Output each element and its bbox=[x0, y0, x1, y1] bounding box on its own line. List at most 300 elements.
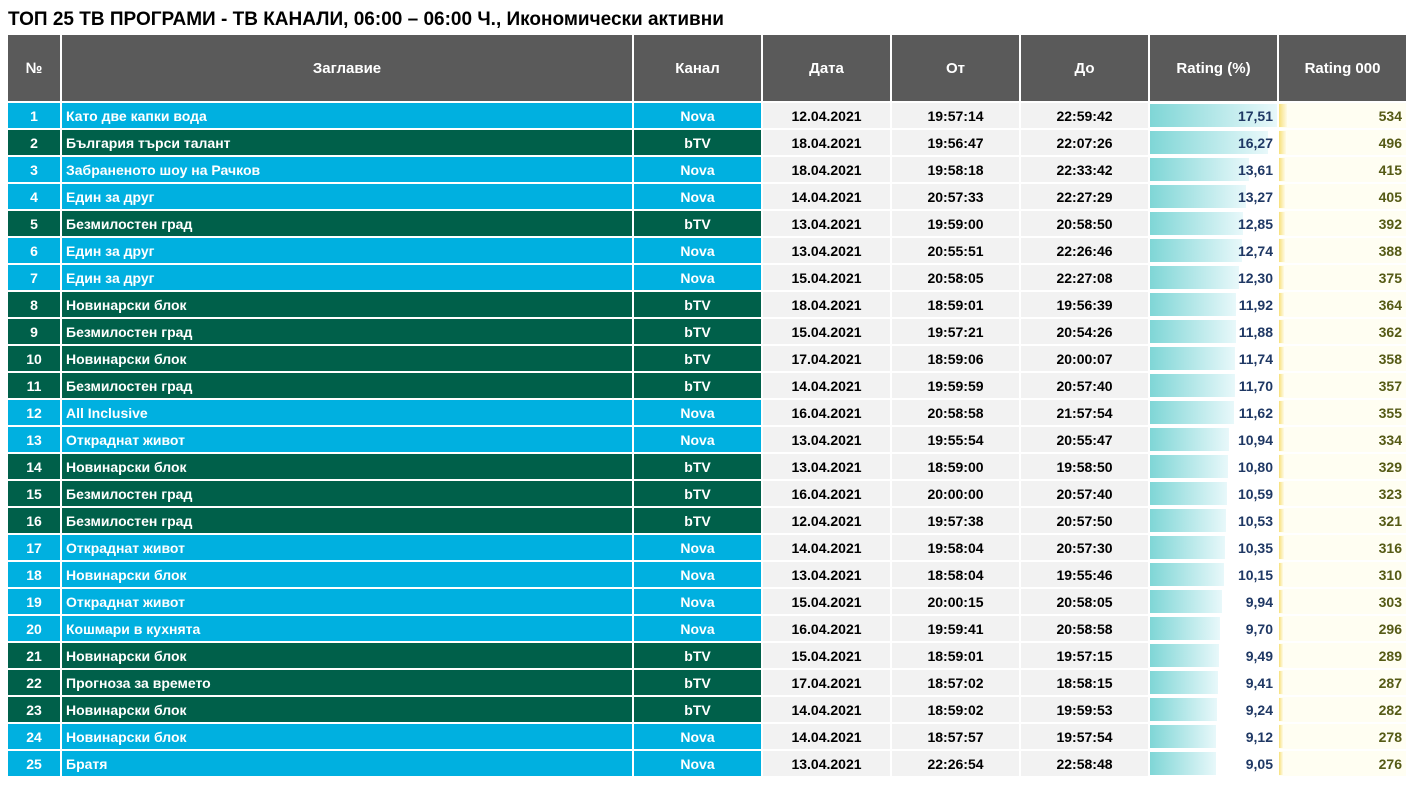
row-number: 2 bbox=[8, 130, 60, 157]
rating-pct-cell bbox=[1150, 589, 1277, 616]
table-row bbox=[8, 346, 1406, 373]
channel-cell: Nova bbox=[634, 400, 761, 427]
channel-cell: bTV bbox=[634, 292, 761, 319]
table-row bbox=[8, 373, 1406, 400]
rating-000-value: 392 bbox=[1378, 215, 1402, 232]
start-time-cell: 19:58:18 bbox=[892, 157, 1019, 184]
row-number: 23 bbox=[8, 697, 60, 724]
start-time-cell: 19:58:04 bbox=[892, 535, 1019, 562]
start-time-cell: 18:57:57 bbox=[892, 724, 1019, 751]
program-title: All Inclusive bbox=[62, 400, 632, 427]
channel-cell: Nova bbox=[634, 589, 761, 616]
rating-000-value: 276 bbox=[1378, 755, 1402, 772]
start-time-cell: 20:58:05 bbox=[892, 265, 1019, 292]
table-row bbox=[8, 184, 1406, 211]
rating-pct-value: 10,80 bbox=[1237, 458, 1273, 475]
rating-000-databar bbox=[1279, 266, 1284, 289]
date-cell: 17.04.2021 bbox=[763, 670, 890, 697]
end-time-cell: 19:55:46 bbox=[1021, 562, 1148, 589]
rating-000-value: 310 bbox=[1378, 566, 1402, 583]
row-number: 3 bbox=[8, 157, 60, 184]
rating-000-cell bbox=[1279, 211, 1406, 238]
start-time-cell: 20:00:15 bbox=[892, 589, 1019, 616]
rating-pct-databar bbox=[1150, 671, 1218, 694]
rating-pct-cell bbox=[1150, 481, 1277, 508]
rating-pct-databar bbox=[1150, 293, 1236, 316]
rating-pct-databar bbox=[1150, 401, 1234, 424]
rating-000-databar bbox=[1279, 320, 1284, 343]
end-time-cell: 19:59:53 bbox=[1021, 697, 1148, 724]
rating-pct-cell bbox=[1150, 103, 1277, 130]
header-row bbox=[8, 35, 1406, 103]
date-cell: 15.04.2021 bbox=[763, 589, 890, 616]
program-title: Един за друг bbox=[62, 238, 632, 265]
header-date: Дата bbox=[763, 35, 890, 103]
rating-pct-databar bbox=[1150, 455, 1228, 478]
date-cell: 16.04.2021 bbox=[763, 400, 890, 427]
rating-pct-cell bbox=[1150, 751, 1277, 778]
rating-pct-value: 10,59 bbox=[1237, 485, 1273, 502]
end-time-cell: 20:57:50 bbox=[1021, 508, 1148, 535]
rating-000-databar bbox=[1279, 563, 1283, 586]
rating-pct-value: 11,92 bbox=[1238, 296, 1273, 313]
row-number: 12 bbox=[8, 400, 60, 427]
program-title: Новинарски блок bbox=[62, 292, 632, 319]
rating-pct-value: 9,05 bbox=[1245, 755, 1273, 772]
rating-pct-cell bbox=[1150, 454, 1277, 481]
rating-000-cell bbox=[1279, 427, 1406, 454]
table-row bbox=[8, 589, 1406, 616]
rating-pct-value: 13,61 bbox=[1237, 161, 1273, 178]
rating-000-databar bbox=[1279, 455, 1284, 478]
rating-pct-databar bbox=[1150, 698, 1217, 721]
page-title: ТОП 25 ТВ ПРОГРАМИ - ТВ КАНАЛИ, 06:00 – 06:00 Ч., Икономически активни bbox=[8, 9, 724, 30]
date-cell: 13.04.2021 bbox=[763, 562, 890, 589]
rating-pct-cell bbox=[1150, 184, 1277, 211]
rating-pct-cell bbox=[1150, 238, 1277, 265]
rating-pct-cell bbox=[1150, 724, 1277, 751]
end-time-cell: 20:54:26 bbox=[1021, 319, 1148, 346]
row-number: 4 bbox=[8, 184, 60, 211]
rating-000-databar bbox=[1279, 536, 1284, 559]
channel-cell: Nova bbox=[634, 535, 761, 562]
program-title: Откраднат живот bbox=[62, 535, 632, 562]
start-time-cell: 18:58:04 bbox=[892, 562, 1019, 589]
date-cell: 13.04.2021 bbox=[763, 211, 890, 238]
channel-cell: bTV bbox=[634, 130, 761, 157]
rating-000-cell bbox=[1279, 670, 1406, 697]
rating-000-databar bbox=[1279, 401, 1284, 424]
channel-cell: Nova bbox=[634, 616, 761, 643]
end-time-cell: 22:27:08 bbox=[1021, 265, 1148, 292]
table-row bbox=[8, 238, 1406, 265]
rating-000-cell bbox=[1279, 346, 1406, 373]
rating-000-value: 358 bbox=[1378, 350, 1402, 367]
channel-cell: Nova bbox=[634, 265, 761, 292]
rating-pct-cell bbox=[1150, 535, 1277, 562]
row-number: 16 bbox=[8, 508, 60, 535]
channel-cell: bTV bbox=[634, 211, 761, 238]
channel-cell: Nova bbox=[634, 103, 761, 130]
end-time-cell: 20:57:40 bbox=[1021, 373, 1148, 400]
rating-pct-databar bbox=[1150, 320, 1236, 343]
rating-pct-cell bbox=[1150, 346, 1277, 373]
rating-000-databar bbox=[1279, 752, 1283, 775]
table-row bbox=[8, 751, 1406, 778]
rating-000-databar bbox=[1279, 212, 1285, 235]
row-number: 10 bbox=[8, 346, 60, 373]
date-cell: 14.04.2021 bbox=[763, 697, 890, 724]
program-title: Като две капки вода bbox=[62, 103, 632, 130]
rating-pct-databar bbox=[1150, 185, 1246, 208]
rating-000-cell bbox=[1279, 724, 1406, 751]
rating-pct-databar bbox=[1150, 536, 1225, 559]
rating-pct-databar bbox=[1150, 725, 1216, 748]
rating-pct-cell bbox=[1150, 427, 1277, 454]
end-time-cell: 20:00:07 bbox=[1021, 346, 1148, 373]
start-time-cell: 19:57:38 bbox=[892, 508, 1019, 535]
rating-pct-databar bbox=[1150, 239, 1242, 262]
rating-pct-databar bbox=[1150, 428, 1229, 451]
table-row bbox=[8, 508, 1406, 535]
rating-000-cell bbox=[1279, 508, 1406, 535]
rating-000-databar bbox=[1279, 293, 1284, 316]
channel-cell: bTV bbox=[634, 454, 761, 481]
end-time-cell: 22:58:48 bbox=[1021, 751, 1148, 778]
end-time-cell: 19:58:50 bbox=[1021, 454, 1148, 481]
start-time-cell: 19:59:59 bbox=[892, 373, 1019, 400]
row-number: 22 bbox=[8, 670, 60, 697]
program-title: Новинарски блок bbox=[62, 697, 632, 724]
rating-000-cell bbox=[1279, 103, 1406, 130]
rating-pct-databar bbox=[1150, 617, 1220, 640]
date-cell: 15.04.2021 bbox=[763, 265, 890, 292]
header-rating-pct: Rating (%) bbox=[1150, 35, 1277, 103]
start-time-cell: 19:59:00 bbox=[892, 211, 1019, 238]
end-time-cell: 19:56:39 bbox=[1021, 292, 1148, 319]
rating-000-cell bbox=[1279, 535, 1406, 562]
end-time-cell: 22:33:42 bbox=[1021, 157, 1148, 184]
start-time-cell: 19:55:54 bbox=[892, 427, 1019, 454]
program-title: Откраднат живот bbox=[62, 427, 632, 454]
program-title: Забраненото шоу на Рачков bbox=[62, 157, 632, 184]
rating-pct-value: 9,70 bbox=[1245, 620, 1273, 637]
row-number: 5 bbox=[8, 211, 60, 238]
table-row bbox=[8, 265, 1406, 292]
start-time-cell: 18:59:01 bbox=[892, 292, 1019, 319]
start-time-cell: 22:26:54 bbox=[892, 751, 1019, 778]
program-title: Един за друг bbox=[62, 265, 632, 292]
rating-000-databar bbox=[1279, 428, 1284, 451]
rating-pct-cell bbox=[1150, 562, 1277, 589]
rating-pct-cell bbox=[1150, 697, 1277, 724]
rating-pct-cell bbox=[1150, 508, 1277, 535]
date-cell: 15.04.2021 bbox=[763, 319, 890, 346]
rating-pct-cell bbox=[1150, 292, 1277, 319]
rating-000-cell bbox=[1279, 697, 1406, 724]
start-time-cell: 19:59:41 bbox=[892, 616, 1019, 643]
rating-000-databar bbox=[1279, 590, 1283, 613]
row-number: 18 bbox=[8, 562, 60, 589]
program-title: България търси талант bbox=[62, 130, 632, 157]
rating-pct-databar bbox=[1150, 266, 1239, 289]
end-time-cell: 20:58:58 bbox=[1021, 616, 1148, 643]
rating-pct-databar bbox=[1150, 158, 1249, 181]
rating-000-cell bbox=[1279, 751, 1406, 778]
start-time-cell: 20:55:51 bbox=[892, 238, 1019, 265]
rating-000-cell bbox=[1279, 373, 1406, 400]
rating-000-cell bbox=[1279, 616, 1406, 643]
rating-000-databar bbox=[1279, 185, 1285, 208]
rating-000-value: 496 bbox=[1378, 134, 1402, 151]
rating-pct-value: 10,53 bbox=[1237, 512, 1273, 529]
rating-000-cell bbox=[1279, 130, 1406, 157]
rating-000-value: 375 bbox=[1378, 269, 1402, 286]
rating-000-value: 362 bbox=[1378, 323, 1402, 340]
rating-pct-cell bbox=[1150, 616, 1277, 643]
rating-pct-databar bbox=[1150, 509, 1226, 532]
table-row bbox=[8, 103, 1406, 130]
table-row bbox=[8, 481, 1406, 508]
rating-000-databar bbox=[1279, 104, 1287, 127]
row-number: 13 bbox=[8, 427, 60, 454]
start-time-cell: 19:57:21 bbox=[892, 319, 1019, 346]
rating-pct-cell bbox=[1150, 157, 1277, 184]
row-number: 7 bbox=[8, 265, 60, 292]
rating-000-cell bbox=[1279, 562, 1406, 589]
rating-000-value: 405 bbox=[1378, 188, 1402, 205]
channel-cell: bTV bbox=[634, 346, 761, 373]
program-title: Безмилостен град bbox=[62, 481, 632, 508]
rating-pct-value: 11,70 bbox=[1238, 377, 1273, 394]
rating-pct-databar bbox=[1150, 212, 1243, 235]
table-body bbox=[8, 103, 1406, 778]
rating-pct-value: 10,15 bbox=[1237, 566, 1273, 583]
rating-000-databar bbox=[1279, 347, 1284, 370]
rating-000-databar bbox=[1279, 698, 1283, 721]
rating-pct-cell bbox=[1150, 319, 1277, 346]
rating-pct-databar bbox=[1150, 374, 1235, 397]
table-row bbox=[8, 724, 1406, 751]
rating-pct-cell bbox=[1150, 400, 1277, 427]
date-cell: 14.04.2021 bbox=[763, 724, 890, 751]
program-title: Кошмари в кухнята bbox=[62, 616, 632, 643]
table-row bbox=[8, 697, 1406, 724]
rating-000-value: 278 bbox=[1378, 728, 1402, 745]
start-time-cell: 18:59:01 bbox=[892, 643, 1019, 670]
rating-pct-databar bbox=[1150, 563, 1224, 586]
date-cell: 16.04.2021 bbox=[763, 616, 890, 643]
rating-pct-value: 9,41 bbox=[1245, 674, 1273, 691]
row-number: 21 bbox=[8, 643, 60, 670]
date-cell: 16.04.2021 bbox=[763, 481, 890, 508]
row-number: 24 bbox=[8, 724, 60, 751]
program-title: Безмилостен град bbox=[62, 508, 632, 535]
date-cell: 13.04.2021 bbox=[763, 427, 890, 454]
rating-000-value: 296 bbox=[1378, 620, 1402, 637]
start-time-cell: 19:57:14 bbox=[892, 103, 1019, 130]
row-number: 9 bbox=[8, 319, 60, 346]
ratings-table bbox=[6, 35, 1408, 778]
date-cell: 13.04.2021 bbox=[763, 454, 890, 481]
program-title: Новинарски блок bbox=[62, 562, 632, 589]
table-row bbox=[8, 454, 1406, 481]
rating-pct-value: 9,94 bbox=[1245, 593, 1273, 610]
table-row bbox=[8, 319, 1406, 346]
date-cell: 14.04.2021 bbox=[763, 184, 890, 211]
end-time-cell: 20:57:30 bbox=[1021, 535, 1148, 562]
row-number: 6 bbox=[8, 238, 60, 265]
rating-pct-value: 12,85 bbox=[1237, 215, 1273, 232]
table-row bbox=[8, 562, 1406, 589]
rating-000-databar bbox=[1279, 374, 1284, 397]
rating-pct-value: 13,27 bbox=[1237, 188, 1273, 205]
end-time-cell: 22:07:26 bbox=[1021, 130, 1148, 157]
channel-cell: bTV bbox=[634, 373, 761, 400]
channel-cell: bTV bbox=[634, 319, 761, 346]
program-title: Откраднат живот bbox=[62, 589, 632, 616]
row-number: 19 bbox=[8, 589, 60, 616]
rating-000-value: 287 bbox=[1378, 674, 1402, 691]
rating-000-databar bbox=[1279, 509, 1284, 532]
rating-000-value: 289 bbox=[1378, 647, 1402, 664]
program-title: Прогноза за времето bbox=[62, 670, 632, 697]
program-title: Новинарски блок bbox=[62, 454, 632, 481]
start-time-cell: 20:57:33 bbox=[892, 184, 1019, 211]
rating-000-cell bbox=[1279, 184, 1406, 211]
channel-cell: Nova bbox=[634, 562, 761, 589]
rating-000-cell bbox=[1279, 400, 1406, 427]
date-cell: 18.04.2021 bbox=[763, 157, 890, 184]
date-cell: 17.04.2021 bbox=[763, 346, 890, 373]
program-title: Новинарски блок bbox=[62, 643, 632, 670]
rating-pct-cell bbox=[1150, 130, 1277, 157]
rating-000-databar bbox=[1279, 482, 1284, 505]
table-row bbox=[8, 616, 1406, 643]
table-row bbox=[8, 643, 1406, 670]
table-row bbox=[8, 427, 1406, 454]
rating-pct-databar bbox=[1150, 482, 1227, 505]
date-cell: 18.04.2021 bbox=[763, 130, 890, 157]
channel-cell: Nova bbox=[634, 157, 761, 184]
date-cell: 12.04.2021 bbox=[763, 508, 890, 535]
rating-pct-value: 9,12 bbox=[1245, 728, 1273, 745]
table-row bbox=[8, 670, 1406, 697]
channel-cell: bTV bbox=[634, 697, 761, 724]
row-number: 8 bbox=[8, 292, 60, 319]
rating-pct-cell bbox=[1150, 373, 1277, 400]
row-number: 20 bbox=[8, 616, 60, 643]
program-title: Братя bbox=[62, 751, 632, 778]
rating-000-cell bbox=[1279, 589, 1406, 616]
rating-pct-databar bbox=[1150, 590, 1222, 613]
rating-000-databar bbox=[1279, 644, 1283, 667]
row-number: 25 bbox=[8, 751, 60, 778]
rating-000-databar bbox=[1279, 131, 1286, 154]
rating-000-value: 334 bbox=[1378, 431, 1402, 448]
end-time-cell: 20:58:05 bbox=[1021, 589, 1148, 616]
channel-cell: bTV bbox=[634, 508, 761, 535]
channel-cell: bTV bbox=[634, 643, 761, 670]
table-row bbox=[8, 400, 1406, 427]
rating-000-databar bbox=[1279, 239, 1285, 262]
program-title: Новинарски блок bbox=[62, 346, 632, 373]
row-number: 14 bbox=[8, 454, 60, 481]
rating-000-value: 329 bbox=[1378, 458, 1402, 475]
row-number: 15 bbox=[8, 481, 60, 508]
channel-cell: bTV bbox=[634, 481, 761, 508]
program-title: Безмилостен град bbox=[62, 373, 632, 400]
header-title: Заглавие bbox=[62, 35, 632, 103]
end-time-cell: 21:57:54 bbox=[1021, 400, 1148, 427]
rating-000-value: 303 bbox=[1378, 593, 1402, 610]
header-num: № bbox=[8, 35, 60, 103]
table-row bbox=[8, 211, 1406, 238]
program-title: Безмилостен град bbox=[62, 319, 632, 346]
end-time-cell: 20:58:50 bbox=[1021, 211, 1148, 238]
channel-cell: Nova bbox=[634, 184, 761, 211]
end-time-cell: 20:57:40 bbox=[1021, 481, 1148, 508]
rating-000-value: 357 bbox=[1378, 377, 1402, 394]
date-cell: 18.04.2021 bbox=[763, 292, 890, 319]
rating-000-cell bbox=[1279, 319, 1406, 346]
rating-pct-value: 17,51 bbox=[1237, 107, 1273, 124]
end-time-cell: 19:57:15 bbox=[1021, 643, 1148, 670]
table-row bbox=[8, 130, 1406, 157]
rating-000-value: 364 bbox=[1378, 296, 1402, 313]
rating-000-value: 321 bbox=[1378, 512, 1402, 529]
table-row bbox=[8, 292, 1406, 319]
date-cell: 14.04.2021 bbox=[763, 373, 890, 400]
header-to: До bbox=[1021, 35, 1148, 103]
row-number: 11 bbox=[8, 373, 60, 400]
channel-cell: bTV bbox=[634, 670, 761, 697]
rating-pct-cell bbox=[1150, 211, 1277, 238]
rating-pct-databar bbox=[1150, 752, 1216, 775]
end-time-cell: 22:26:46 bbox=[1021, 238, 1148, 265]
program-title: Новинарски блок bbox=[62, 724, 632, 751]
start-time-cell: 18:57:02 bbox=[892, 670, 1019, 697]
rating-pct-value: 9,49 bbox=[1245, 647, 1273, 664]
channel-cell: Nova bbox=[634, 238, 761, 265]
rating-pct-value: 10,35 bbox=[1237, 539, 1273, 556]
rating-pct-cell bbox=[1150, 643, 1277, 670]
end-time-cell: 18:58:15 bbox=[1021, 670, 1148, 697]
end-time-cell: 22:59:42 bbox=[1021, 103, 1148, 130]
rating-000-cell bbox=[1279, 238, 1406, 265]
end-time-cell: 20:55:47 bbox=[1021, 427, 1148, 454]
header-channel: Канал bbox=[634, 35, 761, 103]
rating-000-cell bbox=[1279, 481, 1406, 508]
rating-000-value: 355 bbox=[1378, 404, 1402, 421]
date-cell: 13.04.2021 bbox=[763, 238, 890, 265]
rating-pct-databar bbox=[1150, 644, 1219, 667]
rating-000-value: 282 bbox=[1378, 701, 1402, 718]
rating-000-value: 415 bbox=[1378, 161, 1402, 178]
rating-000-databar bbox=[1279, 671, 1283, 694]
rating-000-value: 534 bbox=[1378, 107, 1402, 124]
rating-000-databar bbox=[1279, 725, 1283, 748]
rating-pct-value: 11,74 bbox=[1238, 350, 1273, 367]
start-time-cell: 18:59:06 bbox=[892, 346, 1019, 373]
rating-000-value: 323 bbox=[1378, 485, 1402, 502]
channel-cell: Nova bbox=[634, 724, 761, 751]
channel-cell: Nova bbox=[634, 751, 761, 778]
rating-000-cell bbox=[1279, 292, 1406, 319]
rating-pct-cell bbox=[1150, 670, 1277, 697]
table-row bbox=[8, 157, 1406, 184]
table-row bbox=[8, 535, 1406, 562]
